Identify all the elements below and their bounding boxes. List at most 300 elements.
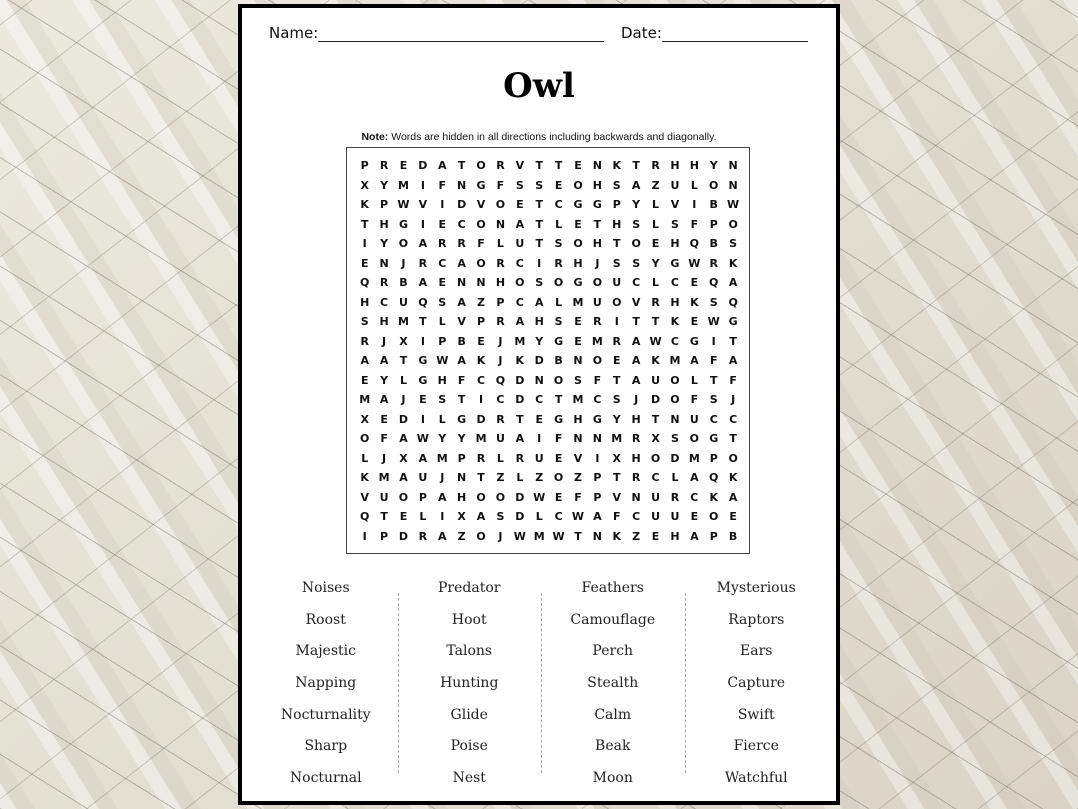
- grid-cell[interactable]: C: [438, 256, 447, 270]
- grid-cell[interactable]: E: [438, 276, 447, 289]
- grid-cell[interactable]: Q: [360, 510, 370, 523]
- grid-cell[interactable]: Y: [709, 159, 718, 172]
- grid-cell[interactable]: G: [709, 432, 719, 445]
- grid-cell[interactable]: D: [457, 198, 467, 211]
- grid-cell[interactable]: O: [553, 276, 564, 289]
- grid-cell[interactable]: A: [438, 159, 447, 172]
- grid-cell[interactable]: B: [728, 529, 738, 543]
- grid-cell[interactable]: Q: [728, 295, 738, 309]
- grid-cell[interactable]: D: [476, 412, 486, 426]
- grid-cell[interactable]: L: [438, 315, 446, 328]
- grid-cell[interactable]: Y: [612, 412, 621, 426]
- grid-cell[interactable]: I: [711, 334, 716, 348]
- grid-cell[interactable]: D: [398, 529, 409, 543]
- grid-cell[interactable]: E: [535, 412, 543, 426]
- grid-cell[interactable]: E: [399, 159, 408, 172]
- grid-cell[interactable]: K: [612, 529, 622, 543]
- name-blank-line[interactable]: [318, 25, 604, 42]
- grid-cell[interactable]: Q: [418, 295, 428, 309]
- grid-cell[interactable]: X: [612, 451, 622, 465]
- grid-cell[interactable]: L: [652, 276, 660, 289]
- grid-cell[interactable]: C: [515, 295, 524, 309]
- grid-cell[interactable]: M: [572, 393, 584, 406]
- grid-cell[interactable]: T: [651, 315, 660, 328]
- grid-cell[interactable]: U: [379, 490, 389, 504]
- grid-cell[interactable]: T: [709, 373, 718, 387]
- grid-cell[interactable]: S: [612, 256, 621, 270]
- grid-cell[interactable]: B: [709, 237, 718, 250]
- grid-cell[interactable]: R: [612, 334, 622, 348]
- grid-cell[interactable]: O: [515, 276, 525, 289]
- grid-cell[interactable]: Z: [496, 471, 505, 484]
- grid-cell[interactable]: U: [534, 451, 544, 465]
- grid-cell[interactable]: O: [650, 451, 661, 465]
- grid-cell[interactable]: B: [709, 198, 718, 211]
- grid-cell[interactable]: E: [360, 373, 369, 387]
- grid-cell[interactable]: U: [651, 373, 661, 387]
- grid-cell[interactable]: J: [382, 451, 387, 465]
- grid-cell[interactable]: I: [420, 334, 425, 348]
- grid-cell[interactable]: P: [380, 198, 389, 211]
- grid-cell[interactable]: V: [573, 451, 583, 465]
- grid-cell[interactable]: G: [554, 412, 564, 426]
- grid-cell[interactable]: B: [399, 276, 408, 289]
- grid-cell[interactable]: G: [689, 334, 699, 348]
- grid-cell[interactable]: A: [457, 295, 466, 309]
- grid-cell[interactable]: U: [670, 510, 680, 523]
- grid-cell[interactable]: J: [498, 334, 503, 348]
- grid-cell[interactable]: T: [380, 510, 388, 523]
- grid-cell[interactable]: A: [728, 354, 738, 367]
- grid-cell[interactable]: M: [591, 334, 603, 348]
- grid-cell[interactable]: O: [631, 237, 641, 250]
- grid-cell[interactable]: R: [631, 471, 641, 484]
- grid-cell[interactable]: W: [688, 256, 701, 270]
- grid-cell[interactable]: R: [631, 432, 641, 445]
- grid-cell[interactable]: R: [670, 490, 680, 504]
- grid-cell[interactable]: E: [554, 178, 563, 192]
- grid-cell[interactable]: G: [592, 198, 602, 211]
- grid-cell[interactable]: R: [593, 315, 602, 328]
- grid-cell[interactable]: N: [592, 432, 602, 445]
- date-field[interactable]: [621, 24, 808, 42]
- grid-cell[interactable]: T: [613, 373, 621, 387]
- grid-cell[interactable]: W: [707, 315, 720, 328]
- grid-cell[interactable]: K: [612, 159, 622, 172]
- grid-cell[interactable]: D: [418, 159, 428, 172]
- grid-cell[interactable]: R: [496, 412, 505, 426]
- grid-cell[interactable]: A: [418, 451, 428, 465]
- grid-cell[interactable]: L: [671, 471, 679, 484]
- grid-cell[interactable]: V: [612, 490, 622, 504]
- grid-cell[interactable]: P: [709, 529, 718, 543]
- grid-cell[interactable]: L: [555, 295, 563, 309]
- grid-cell[interactable]: R: [515, 451, 525, 465]
- grid-cell[interactable]: S: [535, 276, 544, 289]
- grid-cell[interactable]: O: [398, 490, 409, 504]
- grid-cell[interactable]: D: [534, 354, 544, 367]
- grid-cell[interactable]: I: [595, 451, 600, 465]
- grid-cell[interactable]: S: [612, 393, 621, 406]
- grid-cell[interactable]: E: [516, 198, 524, 211]
- grid-cell[interactable]: I: [362, 529, 367, 543]
- grid-cell[interactable]: R: [379, 276, 389, 289]
- grid-cell[interactable]: T: [457, 393, 466, 406]
- grid-cell[interactable]: O: [476, 529, 486, 543]
- grid-cell[interactable]: G: [573, 276, 583, 289]
- grid-cell[interactable]: H: [670, 295, 680, 309]
- grid-cell[interactable]: E: [613, 354, 621, 367]
- grid-cell[interactable]: J: [498, 354, 503, 367]
- grid-cell[interactable]: T: [399, 354, 408, 367]
- grid-cell[interactable]: R: [496, 159, 505, 172]
- grid-cell[interactable]: S: [535, 178, 544, 192]
- grid-cell[interactable]: I: [420, 178, 425, 192]
- grid-cell[interactable]: R: [496, 256, 505, 270]
- grid-cell[interactable]: Y: [651, 256, 660, 270]
- grid-cell[interactable]: S: [438, 295, 447, 309]
- grid-cell[interactable]: F: [457, 373, 466, 387]
- grid-cell[interactable]: T: [419, 315, 427, 328]
- grid-cell[interactable]: W: [436, 354, 449, 367]
- grid-cell[interactable]: U: [651, 490, 661, 504]
- grid-cell[interactable]: T: [477, 471, 485, 484]
- grid-cell[interactable]: O: [689, 432, 700, 445]
- grid-cell[interactable]: O: [495, 490, 506, 504]
- grid-cell[interactable]: S: [670, 432, 679, 445]
- grid-cell[interactable]: H: [573, 412, 583, 426]
- grid-cell[interactable]: X: [399, 334, 408, 348]
- grid-cell[interactable]: E: [574, 217, 582, 231]
- grid-cell[interactable]: E: [574, 159, 582, 172]
- grid-cell[interactable]: I: [362, 237, 367, 250]
- grid-cell[interactable]: A: [515, 217, 525, 231]
- grid-cell[interactable]: M: [398, 315, 409, 328]
- grid-cell[interactable]: T: [651, 412, 660, 426]
- grid-cell[interactable]: C: [496, 393, 505, 406]
- grid-cell[interactable]: R: [496, 315, 505, 328]
- grid-cell[interactable]: A: [593, 510, 602, 523]
- grid-cell[interactable]: O: [592, 276, 603, 289]
- grid-cell[interactable]: A: [534, 295, 544, 309]
- grid-cell[interactable]: T: [535, 217, 543, 231]
- grid-cell[interactable]: A: [399, 432, 408, 445]
- grid-cell[interactable]: A: [690, 354, 699, 367]
- grid-cell[interactable]: P: [477, 315, 486, 328]
- grid-cell[interactable]: W: [397, 198, 410, 211]
- grid-cell[interactable]: N: [670, 412, 680, 426]
- grid-cell[interactable]: M: [378, 471, 390, 484]
- grid-cell[interactable]: X: [457, 510, 466, 523]
- grid-cell[interactable]: R: [476, 451, 486, 465]
- grid-cell[interactable]: N: [379, 256, 389, 270]
- grid-cell[interactable]: K: [670, 315, 680, 328]
- grid-cell[interactable]: V: [457, 315, 466, 328]
- grid-cell[interactable]: W: [416, 432, 429, 445]
- grid-cell[interactable]: S: [632, 217, 641, 231]
- grid-cell[interactable]: D: [515, 373, 525, 387]
- grid-cell[interactable]: E: [554, 451, 563, 465]
- grid-cell[interactable]: X: [360, 412, 369, 426]
- grid-cell[interactable]: F: [496, 178, 505, 192]
- grid-cell[interactable]: J: [401, 256, 406, 270]
- grid-cell[interactable]: Z: [574, 471, 582, 484]
- grid-cell[interactable]: O: [709, 178, 719, 192]
- grid-cell[interactable]: H: [670, 529, 680, 543]
- grid-cell[interactable]: M: [611, 432, 623, 445]
- grid-cell[interactable]: G: [592, 412, 602, 426]
- grid-cell[interactable]: V: [418, 198, 428, 211]
- grid-cell[interactable]: K: [360, 198, 369, 211]
- grid-cell[interactable]: S: [438, 393, 447, 406]
- grid-cell[interactable]: C: [554, 198, 563, 211]
- grid-cell[interactable]: O: [670, 373, 680, 387]
- grid-cell[interactable]: F: [690, 217, 699, 231]
- grid-cell[interactable]: L: [419, 510, 427, 523]
- grid-cell[interactable]: L: [690, 373, 698, 387]
- grid-cell[interactable]: Q: [495, 373, 506, 387]
- grid-cell[interactable]: D: [515, 490, 525, 504]
- grid-cell[interactable]: Z: [632, 529, 641, 543]
- grid-cell[interactable]: O: [398, 237, 409, 250]
- grid-cell[interactable]: E: [360, 256, 369, 270]
- grid-cell[interactable]: D: [670, 451, 680, 465]
- grid-cell[interactable]: S: [574, 373, 582, 387]
- grid-cell[interactable]: U: [670, 178, 680, 192]
- grid-cell[interactable]: C: [535, 393, 544, 406]
- grid-cell[interactable]: V: [360, 490, 369, 504]
- grid-cell[interactable]: H: [631, 412, 641, 426]
- grid-cell[interactable]: T: [535, 159, 543, 172]
- grid-cell[interactable]: T: [613, 237, 621, 250]
- grid-cell[interactable]: K: [709, 490, 718, 504]
- grid-cell[interactable]: E: [419, 393, 427, 406]
- grid-cell[interactable]: O: [476, 159, 486, 172]
- date-blank-line[interactable]: [662, 25, 808, 42]
- grid-cell[interactable]: Z: [477, 295, 486, 309]
- grid-cell[interactable]: S: [554, 315, 563, 328]
- grid-cell[interactable]: S: [709, 295, 718, 309]
- grid-cell[interactable]: X: [399, 451, 408, 465]
- grid-cell[interactable]: A: [631, 178, 641, 192]
- grid-cell[interactable]: P: [438, 334, 447, 348]
- grid-cell[interactable]: T: [632, 315, 640, 328]
- grid-cell[interactable]: E: [477, 334, 485, 348]
- grid-cell[interactable]: C: [690, 490, 699, 504]
- grid-cell[interactable]: O: [360, 432, 370, 445]
- grid-cell[interactable]: N: [592, 159, 602, 172]
- grid-cell[interactable]: I: [537, 256, 542, 270]
- grid-cell[interactable]: H: [379, 217, 389, 231]
- grid-cell[interactable]: H: [437, 373, 447, 387]
- grid-cell[interactable]: A: [631, 354, 641, 367]
- grid-cell[interactable]: H: [612, 217, 622, 231]
- grid-cell[interactable]: R: [651, 159, 660, 172]
- grid-cell[interactable]: A: [399, 471, 408, 484]
- grid-cell[interactable]: U: [651, 510, 661, 523]
- grid-cell[interactable]: A: [515, 315, 525, 328]
- grid-cell[interactable]: U: [418, 471, 428, 484]
- grid-cell[interactable]: O: [553, 471, 564, 484]
- grid-cell[interactable]: F: [729, 373, 737, 387]
- grid-cell[interactable]: A: [457, 256, 466, 270]
- grid-cell[interactable]: S: [729, 237, 738, 250]
- grid-cell[interactable]: E: [651, 529, 660, 543]
- grid-cell[interactable]: F: [709, 354, 718, 367]
- grid-cell[interactable]: M: [475, 432, 487, 445]
- grid-cell[interactable]: V: [515, 159, 525, 172]
- grid-cell[interactable]: C: [670, 276, 679, 289]
- grid-cell[interactable]: H: [379, 315, 389, 328]
- grid-cell[interactable]: I: [440, 510, 445, 523]
- grid-cell[interactable]: X: [651, 432, 660, 445]
- grid-cell[interactable]: V: [476, 198, 486, 211]
- grid-cell[interactable]: O: [709, 510, 719, 523]
- grid-cell[interactable]: C: [554, 510, 563, 523]
- grid-cell[interactable]: Z: [651, 178, 660, 192]
- grid-cell[interactable]: O: [476, 256, 486, 270]
- grid-cell[interactable]: K: [690, 295, 699, 309]
- grid-cell[interactable]: E: [554, 490, 563, 504]
- grid-cell[interactable]: T: [554, 159, 563, 172]
- grid-cell[interactable]: U: [495, 432, 505, 445]
- grid-cell[interactable]: Q: [360, 276, 370, 289]
- grid-cell[interactable]: Y: [380, 237, 389, 250]
- grid-cell[interactable]: H: [670, 237, 680, 250]
- grid-cell[interactable]: O: [553, 373, 564, 387]
- grid-cell[interactable]: D: [650, 393, 661, 406]
- grid-cell[interactable]: R: [379, 159, 389, 172]
- grid-cell[interactable]: O: [573, 178, 583, 192]
- grid-cell[interactable]: T: [554, 393, 563, 406]
- grid-cell[interactable]: I: [537, 432, 542, 445]
- grid-cell[interactable]: H: [592, 237, 602, 250]
- grid-cell[interactable]: T: [729, 334, 737, 348]
- grid-cell[interactable]: L: [535, 510, 543, 523]
- grid-cell[interactable]: H: [457, 490, 467, 504]
- grid-cell[interactable]: O: [670, 393, 680, 406]
- grid-cell[interactable]: H: [631, 451, 641, 465]
- grid-cell[interactable]: W: [533, 490, 546, 504]
- grid-cell[interactable]: H: [670, 159, 680, 172]
- grid-cell[interactable]: P: [380, 529, 389, 543]
- grid-cell[interactable]: A: [379, 393, 389, 406]
- grid-cell[interactable]: M: [359, 393, 371, 406]
- grid-cell[interactable]: L: [516, 471, 524, 484]
- grid-cell[interactable]: A: [360, 354, 369, 367]
- grid-cell[interactable]: B: [554, 354, 563, 367]
- grid-cell[interactable]: O: [728, 217, 738, 231]
- grid-cell[interactable]: H: [495, 276, 506, 289]
- grid-cell[interactable]: P: [593, 490, 602, 504]
- grid-cell[interactable]: I: [440, 198, 445, 211]
- grid-cell[interactable]: Z: [457, 529, 466, 543]
- grid-cell[interactable]: M: [533, 529, 545, 543]
- grid-cell[interactable]: U: [592, 295, 602, 309]
- grid-cell[interactable]: L: [438, 412, 446, 426]
- grid-cell[interactable]: I: [420, 217, 425, 231]
- grid-cell[interactable]: U: [515, 237, 525, 250]
- grid-cell[interactable]: G: [418, 373, 428, 387]
- grid-cell[interactable]: I: [478, 393, 484, 406]
- grid-cell[interactable]: E: [438, 217, 447, 231]
- grid-cell[interactable]: T: [613, 471, 621, 484]
- grid-cell[interactable]: N: [457, 276, 467, 289]
- grid-cell[interactable]: N: [631, 490, 641, 504]
- grid-cell[interactable]: A: [690, 471, 699, 484]
- grid-cell[interactable]: O: [476, 490, 486, 504]
- grid-cell[interactable]: C: [457, 217, 466, 231]
- grid-cell[interactable]: L: [399, 373, 407, 387]
- grid-cell[interactable]: K: [476, 354, 486, 367]
- grid-cell[interactable]: T: [574, 529, 582, 543]
- grid-cell[interactable]: C: [593, 393, 602, 406]
- grid-cell[interactable]: H: [360, 295, 370, 309]
- grid-cell[interactable]: A: [438, 529, 447, 543]
- grid-cell[interactable]: K: [728, 471, 738, 484]
- grid-cell[interactable]: C: [632, 510, 641, 523]
- grid-cell[interactable]: S: [632, 256, 641, 270]
- grid-cell[interactable]: F: [613, 510, 621, 523]
- grid-cell[interactable]: C: [632, 276, 641, 289]
- grid-cell[interactable]: G: [457, 412, 467, 426]
- grid-cell[interactable]: Y: [438, 432, 447, 445]
- grid-cell[interactable]: C: [515, 256, 524, 270]
- grid-cell[interactable]: N: [476, 276, 486, 289]
- grid-cell[interactable]: P: [612, 198, 621, 211]
- grid-cell[interactable]: C: [380, 295, 389, 309]
- grid-cell[interactable]: M: [572, 295, 584, 309]
- grid-cell[interactable]: T: [593, 217, 602, 231]
- grid-cell[interactable]: E: [651, 237, 660, 250]
- grid-cell[interactable]: R: [418, 256, 428, 270]
- grid-cell[interactable]: A: [631, 373, 641, 387]
- grid-cell[interactable]: A: [690, 529, 699, 543]
- grid-cell[interactable]: N: [534, 373, 544, 387]
- grid-cell[interactable]: J: [382, 334, 387, 348]
- grid-cell[interactable]: R: [651, 295, 660, 309]
- grid-cell[interactable]: M: [688, 451, 700, 465]
- grid-cell[interactable]: G: [418, 354, 428, 367]
- grid-cell[interactable]: J: [634, 393, 639, 406]
- grid-cell[interactable]: T: [729, 432, 737, 445]
- grid-cell[interactable]: G: [476, 178, 486, 192]
- grid-cell[interactable]: J: [401, 393, 406, 406]
- name-field[interactable]: [269, 24, 604, 42]
- grid-cell[interactable]: H: [573, 256, 583, 270]
- grid-cell[interactable]: R: [457, 237, 466, 250]
- grid-cell[interactable]: S: [496, 510, 505, 523]
- grid-cell[interactable]: E: [690, 510, 699, 523]
- grid-cell[interactable]: T: [516, 412, 524, 426]
- grid-cell[interactable]: A: [476, 510, 486, 523]
- grid-cell[interactable]: S: [515, 178, 524, 192]
- grid-cell[interactable]: P: [496, 295, 505, 309]
- grid-cell[interactable]: W: [727, 198, 740, 211]
- grid-cell[interactable]: K: [728, 256, 738, 270]
- grid-cell[interactable]: H: [534, 315, 544, 328]
- grid-cell[interactable]: M: [669, 354, 681, 367]
- grid-cell[interactable]: I: [614, 315, 619, 328]
- grid-cell[interactable]: L: [652, 217, 660, 231]
- grid-cell[interactable]: P: [360, 159, 369, 172]
- grid-cell[interactable]: R: [360, 334, 369, 348]
- grid-cell[interactable]: J: [498, 529, 503, 543]
- grid-cell[interactable]: N: [457, 471, 467, 484]
- grid-cell[interactable]: F: [554, 432, 563, 445]
- grid-cell[interactable]: F: [593, 373, 602, 387]
- grid-cell[interactable]: T: [535, 198, 543, 211]
